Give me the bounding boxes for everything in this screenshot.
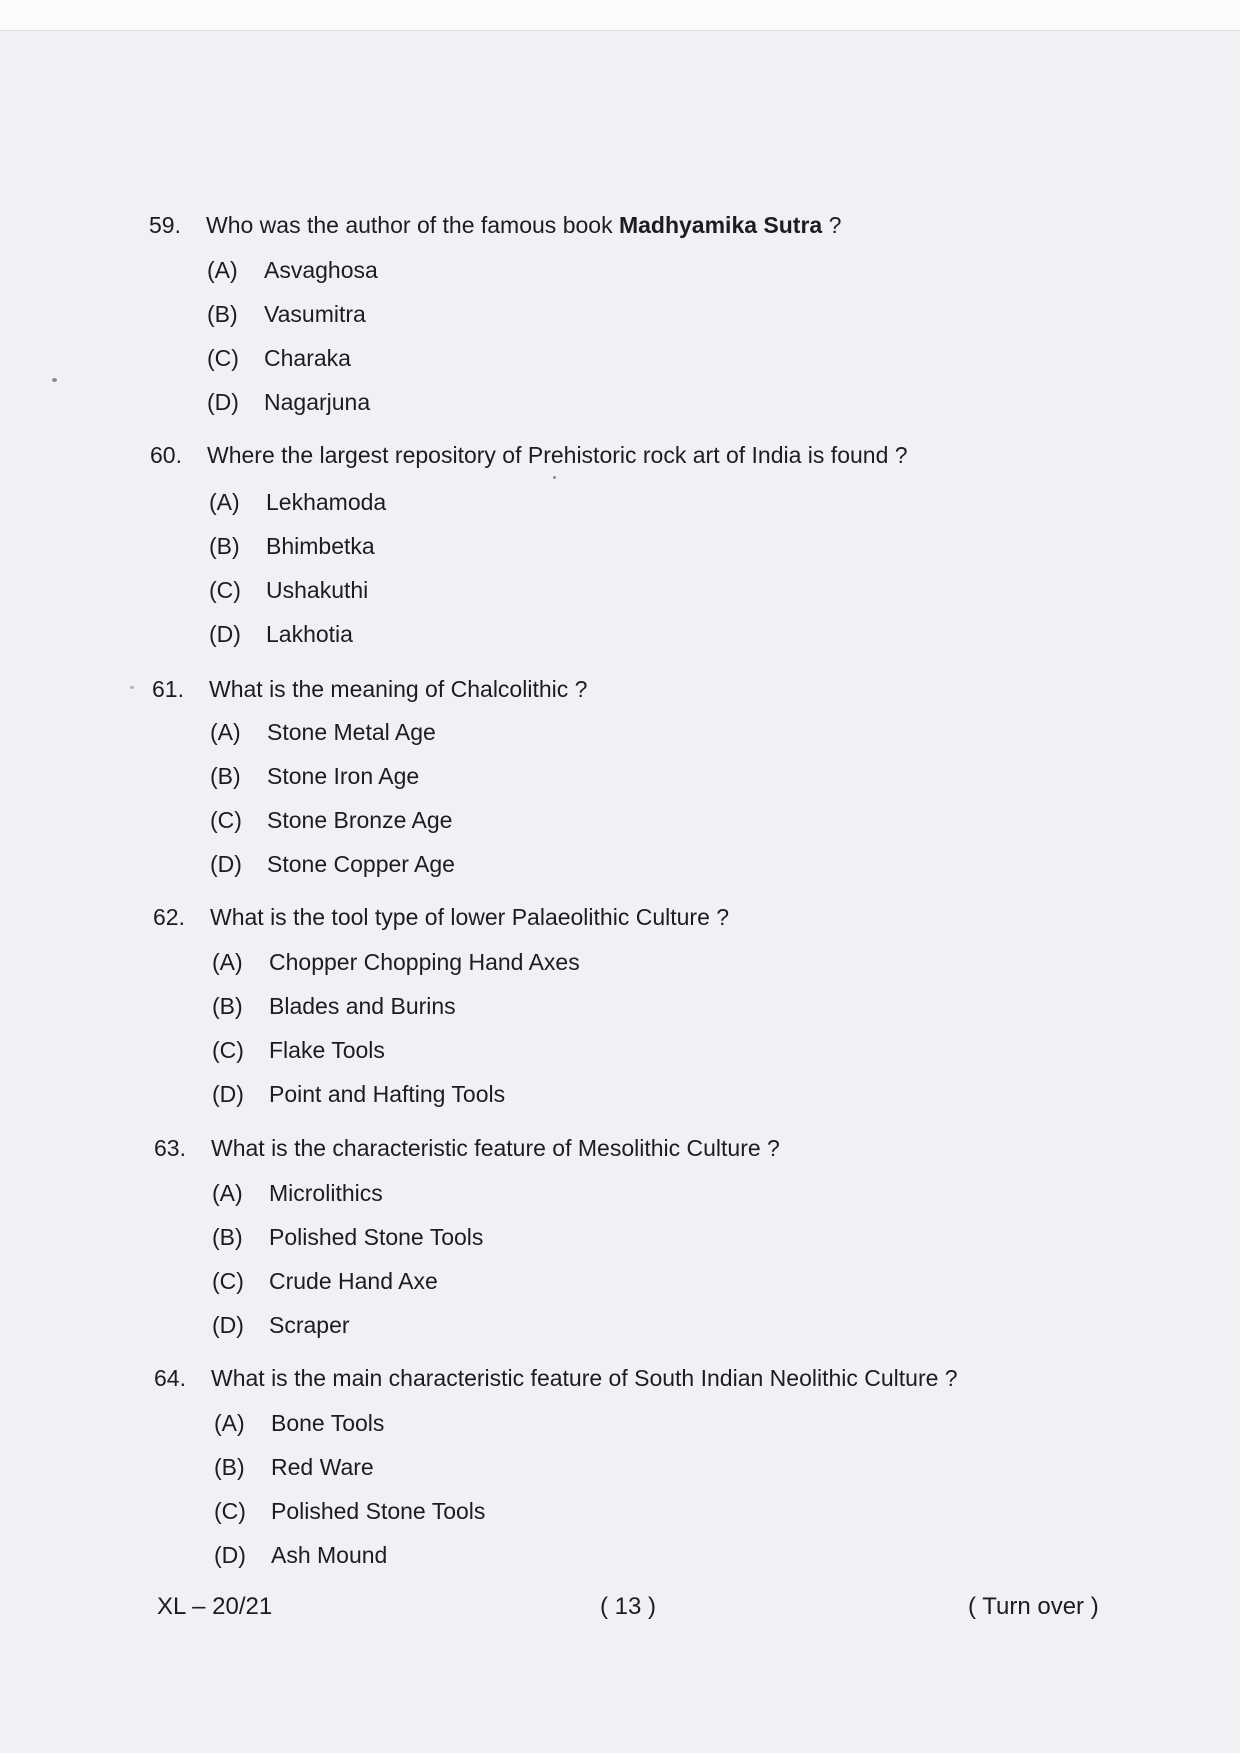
option-text: Nagarjuna (264, 389, 371, 415)
option-text: Polished Stone Tools (271, 1498, 486, 1524)
option-text: Stone Metal Age (267, 719, 436, 745)
question-text: What is the meaning of Chalcolithic ? (209, 676, 588, 702)
option-text: Charaka (264, 345, 351, 371)
option-letter: (C) (212, 1037, 244, 1063)
option-text: Ushakuthi (266, 577, 369, 603)
option-text: Ash Mound (271, 1542, 388, 1568)
option-letter: (D) (209, 621, 241, 647)
option-text: Vasumitra (264, 301, 366, 327)
paper-code: XL – 20/21 (157, 1593, 273, 1620)
option-text: Lekhamoda (266, 489, 387, 515)
scan-speck (52, 378, 57, 382)
option-letter: (C) (207, 345, 239, 371)
question-number: 62. (153, 904, 185, 930)
option-text: Stone Bronze Age (267, 807, 453, 833)
scan-top-edge (0, 0, 1240, 31)
option-text: Stone Iron Age (267, 763, 420, 789)
option-text: Bone Tools (271, 1410, 385, 1436)
book-title: Madhyamika Sutra (618, 212, 823, 238)
option-letter: (D) (214, 1542, 246, 1568)
option-letter: (C) (209, 577, 241, 603)
option-letter: (B) (212, 1224, 243, 1250)
option-letter: (A) (214, 1410, 245, 1436)
option-text: Stone Copper Age (267, 851, 455, 877)
option-letter: (A) (209, 489, 240, 515)
question-number: 59. (149, 212, 181, 238)
option-text: Red Ware (271, 1454, 374, 1480)
option-letter: (C) (214, 1498, 246, 1524)
option-text: Bhimbetka (266, 533, 375, 559)
option-letter: (B) (212, 993, 243, 1019)
option-letter: (A) (207, 257, 238, 283)
question-text: What is the characteristic feature of Mesolithic Culture ? (211, 1135, 780, 1161)
option-letter: (D) (210, 851, 242, 877)
question-text: What is the tool type of lower Palaeolithic Culture ? (210, 904, 730, 930)
option-letter: (C) (210, 807, 242, 833)
option-text: Crude Hand Axe (269, 1268, 438, 1294)
option-text: Lakhotia (266, 621, 353, 647)
option-letter: (C) (212, 1268, 244, 1294)
option-text: Microlithics (269, 1180, 383, 1206)
option-letter: (D) (212, 1081, 244, 1107)
option-letter: (A) (212, 1180, 243, 1206)
option-letter: (B) (207, 301, 238, 327)
question-number: 64. (154, 1365, 186, 1391)
option-letter: (B) (209, 533, 240, 559)
option-letter: (A) (210, 719, 241, 745)
question-number: 61. (152, 676, 184, 702)
option-text: Blades and Burins (269, 993, 456, 1019)
question-text: Where the largest repository of Prehistoric rock art of India is found ? (207, 442, 908, 468)
turn-over-note: ( Turn over ) (968, 1593, 1099, 1620)
option-text: Scraper (269, 1312, 350, 1338)
scan-speck (130, 686, 134, 689)
option-letter: (D) (207, 389, 239, 415)
option-text: Flake Tools (269, 1037, 385, 1063)
option-letter: (B) (210, 763, 241, 789)
option-text: Point and Hafting Tools (269, 1081, 506, 1107)
option-letter: (B) (214, 1454, 245, 1480)
option-text: Asvaghosa (264, 257, 378, 283)
option-text: Chopper Chopping Hand Axes (269, 949, 580, 975)
option-letter: (D) (212, 1312, 244, 1338)
question-text: Who was the author of the famous book Madhyamika Sutra ? (206, 212, 842, 238)
question-number: 60. (150, 442, 182, 468)
page-footer (0, 1592, 1240, 1624)
page-number: ( 13 ) (600, 1593, 657, 1620)
option-text: Polished Stone Tools (269, 1224, 484, 1250)
question-number: 63. (154, 1135, 186, 1161)
question-text: What is the main characteristic feature of South Indian Neolithic Culture ? (211, 1365, 958, 1391)
option-letter: (A) (212, 949, 243, 975)
scan-speck (553, 476, 556, 479)
